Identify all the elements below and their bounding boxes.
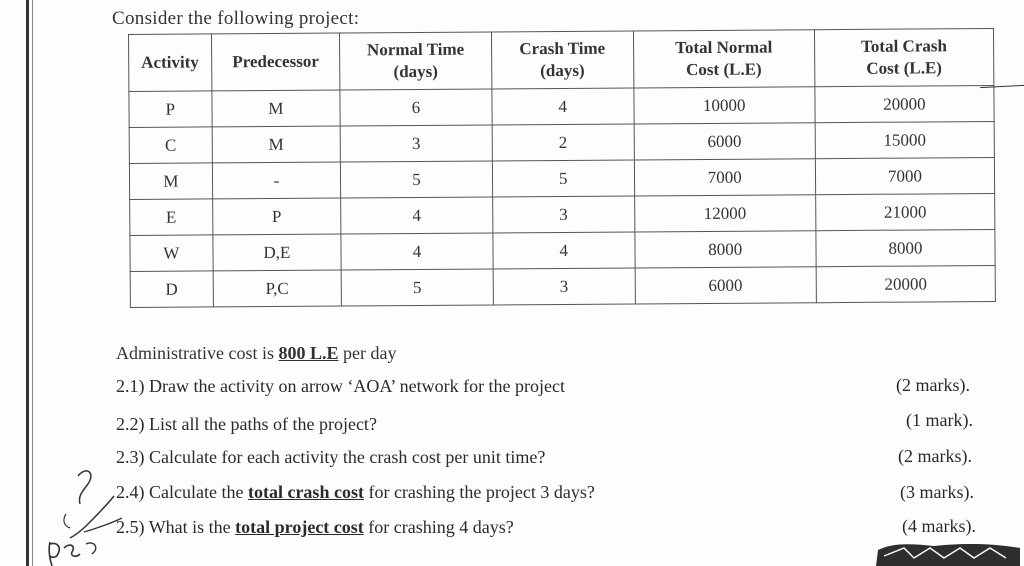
question-2-2-marks: (1 mark). bbox=[906, 410, 973, 430]
header-crash-time: Crash Time (days) bbox=[491, 31, 633, 89]
question-2-5-marks: (4 marks). bbox=[902, 516, 976, 536]
question-2-2: 2.2) List all the paths of the project? bbox=[116, 414, 377, 434]
cell-total-crash-cost: 20000 bbox=[816, 265, 995, 302]
header-normal-time: Normal Time (days) bbox=[340, 32, 492, 90]
header-activity: Activity bbox=[129, 34, 212, 92]
scribbled-out-mark bbox=[874, 540, 1024, 566]
cell-total-normal-cost: 8000 bbox=[634, 231, 816, 268]
cell-normal-time: 5 bbox=[341, 269, 493, 306]
cell-crash-time: 4 bbox=[492, 88, 634, 125]
cell-activity: D bbox=[130, 271, 213, 308]
cell-activity: P bbox=[129, 91, 212, 128]
administrative-cost-line: Administrative cost is 800 L.E per day bbox=[116, 343, 397, 363]
administrative-cost-value: 800 L.E bbox=[278, 343, 339, 363]
table-row bbox=[129, 121, 994, 163]
table-row bbox=[130, 193, 995, 235]
question-2-1: 2.1) Draw the activity on arrow ‘AOA’ network for the project bbox=[116, 376, 566, 396]
question-2-4-marks: (3 marks). bbox=[900, 482, 974, 502]
table-header-row bbox=[129, 28, 994, 91]
cell-total-crash-cost: 7000 bbox=[815, 157, 994, 194]
cell-normal-time: 4 bbox=[341, 197, 493, 234]
header-total-crash-cost: Total Crash Cost (L.E) bbox=[814, 28, 994, 86]
cell-predecessor: - bbox=[212, 162, 341, 199]
cell-activity: E bbox=[130, 199, 213, 236]
cell-activity: C bbox=[129, 127, 212, 164]
table-row bbox=[130, 229, 995, 271]
question-2-3-marks: (2 marks). bbox=[898, 446, 972, 466]
cell-total-normal-cost: 10000 bbox=[633, 87, 815, 124]
left-margin-line-thin bbox=[32, 0, 33, 566]
cell-total-crash-cost: 20000 bbox=[815, 85, 994, 122]
cell-crash-time: 2 bbox=[492, 124, 634, 161]
cell-predecessor: M bbox=[212, 126, 341, 163]
cell-total-normal-cost: 6000 bbox=[634, 123, 816, 160]
cell-activity: W bbox=[130, 235, 213, 272]
cell-total-crash-cost: 21000 bbox=[815, 193, 994, 230]
left-margin-line bbox=[26, 0, 29, 566]
cell-activity: M bbox=[129, 163, 212, 200]
cell-normal-time: 5 bbox=[341, 161, 493, 198]
table-row bbox=[130, 265, 995, 307]
cell-total-crash-cost: 8000 bbox=[816, 229, 995, 266]
intro-text: Consider the following project: bbox=[112, 8, 360, 29]
project-table bbox=[128, 28, 996, 308]
question-2-3: 2.3) Calculate for each activity the crash cost per unit time? bbox=[116, 447, 546, 467]
total-project-cost-emphasis: total project cost bbox=[235, 517, 364, 537]
question-2-5: 2.5) What is the total project cost for crashing 4 days? bbox=[116, 517, 514, 537]
cell-crash-time: 3 bbox=[492, 196, 634, 233]
cell-predecessor: M bbox=[212, 90, 341, 127]
table-row bbox=[129, 157, 994, 199]
cell-crash-time: 4 bbox=[493, 232, 635, 269]
cell-total-normal-cost: 12000 bbox=[634, 195, 816, 232]
total-crash-cost-emphasis: total crash cost bbox=[247, 482, 364, 502]
question-2-4: 2.4) Calculate the total crash cost for crashing the project 3 days? bbox=[116, 482, 595, 502]
cell-total-normal-cost: 7000 bbox=[634, 159, 816, 196]
cell-total-normal-cost: 6000 bbox=[635, 267, 817, 304]
cell-predecessor: P bbox=[212, 198, 341, 235]
handwritten-scribble bbox=[36, 462, 166, 566]
cell-crash-time: 5 bbox=[492, 160, 634, 197]
cell-total-crash-cost: 15000 bbox=[815, 121, 994, 158]
cell-normal-time: 6 bbox=[340, 89, 492, 126]
cell-normal-time: 3 bbox=[340, 125, 492, 162]
header-predecessor: Predecessor bbox=[211, 33, 340, 91]
cell-predecessor: D,E bbox=[213, 234, 342, 271]
table-row bbox=[129, 85, 994, 127]
cell-normal-time: 4 bbox=[341, 233, 493, 270]
cell-predecessor: P,C bbox=[213, 270, 342, 307]
cell-crash-time: 3 bbox=[493, 268, 635, 305]
question-2-1-marks: (2 marks). bbox=[896, 375, 970, 395]
header-total-normal-cost: Total Normal Cost (L.E) bbox=[633, 30, 815, 88]
